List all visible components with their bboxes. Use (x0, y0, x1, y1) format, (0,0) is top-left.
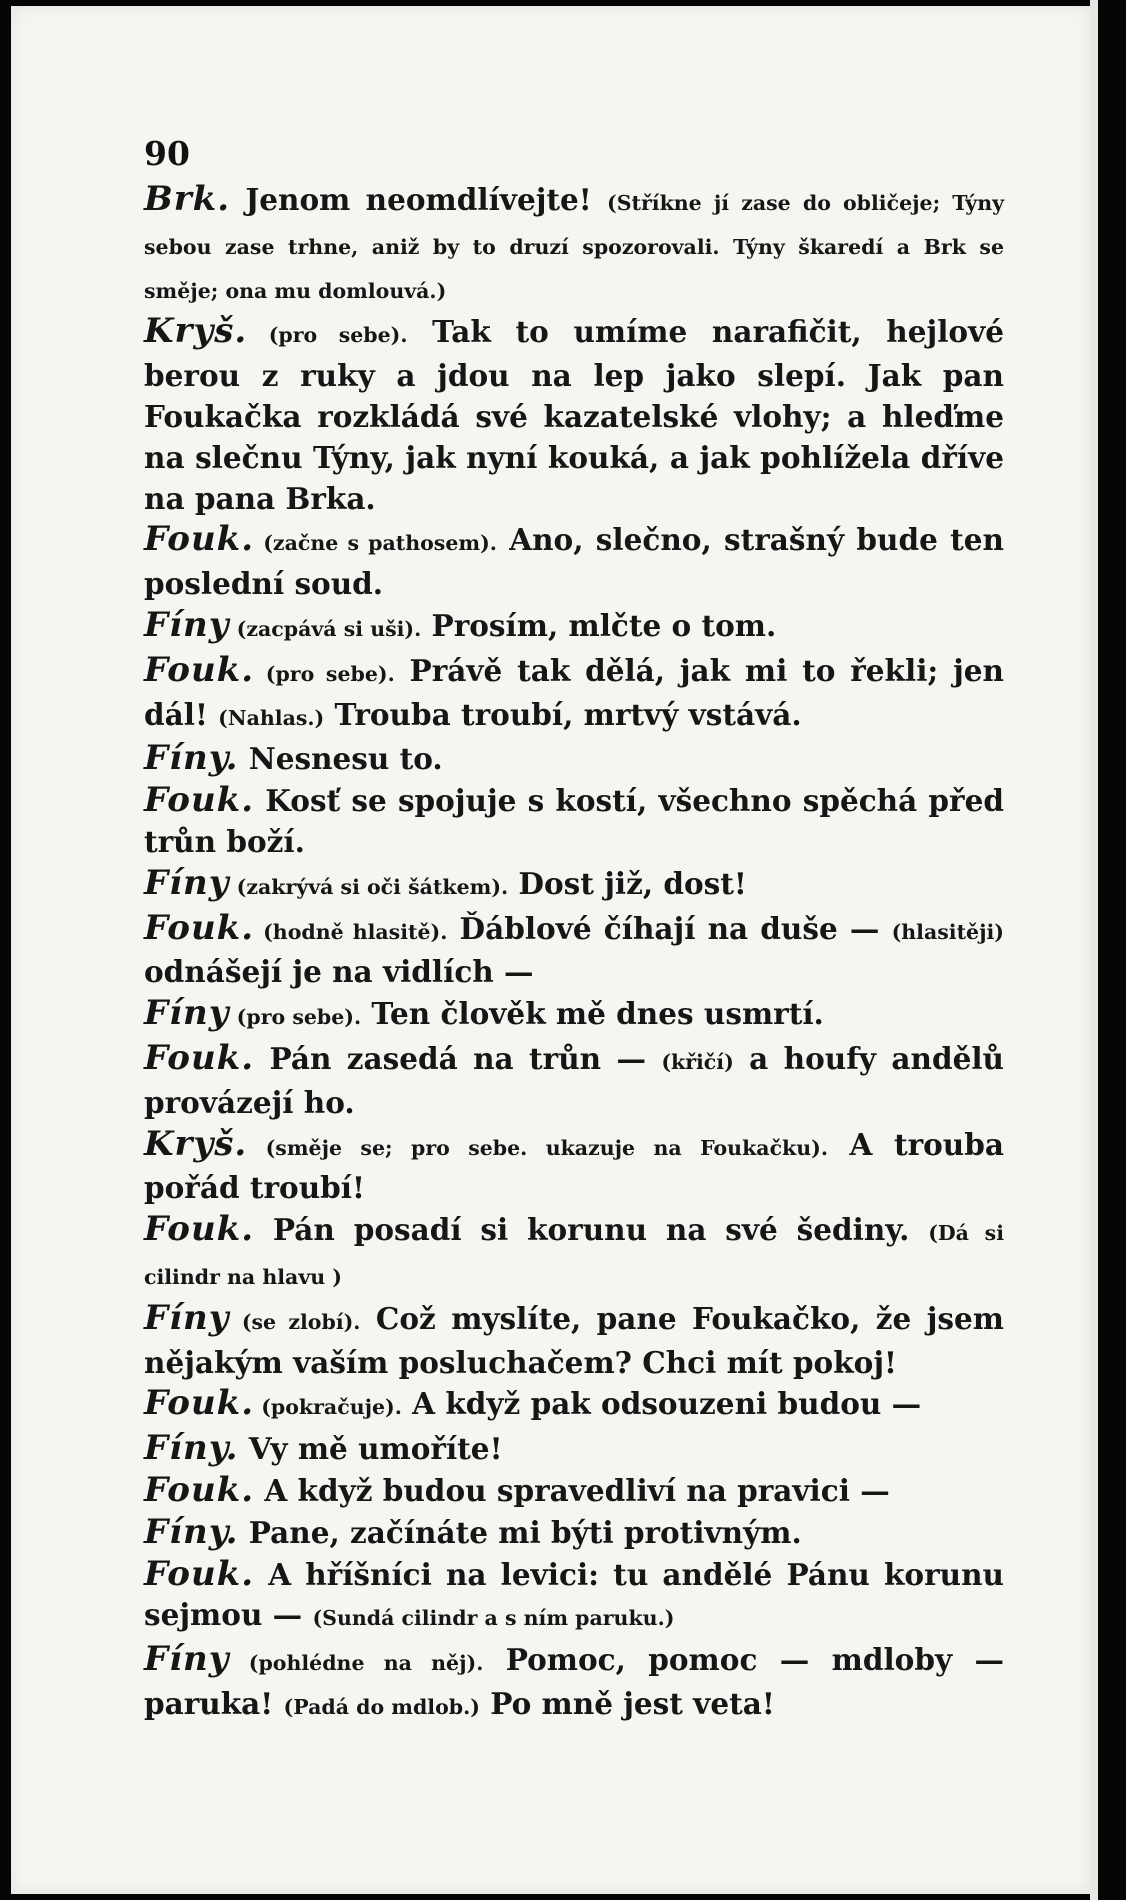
speaker-name: Fíny (144, 1297, 230, 1338)
dialogue-paragraph (144, 1298, 1004, 1384)
dialogue-paragraph (144, 908, 1004, 994)
dialogue-text: Vy mě umoříte! (238, 1431, 503, 1467)
stage-direction: (Sundá cilindr a s ním paruku.) (312, 1606, 675, 1631)
stage-direction: (směje se; pro sebe. ukazuje na Foukačku). (247, 1135, 828, 1160)
stage-direction: (pohlédne na něj). (229, 1651, 484, 1676)
stage-direction: (hodně hlasitě). (254, 919, 448, 944)
stage-direction: (pro sebe). (247, 323, 408, 348)
dialogue-paragraph (144, 1124, 1004, 1210)
dialogue-text: Pán posadí si korunu na své šediny. (254, 1212, 929, 1248)
speaker-name: Fouk. (144, 1469, 255, 1510)
dialogue-text: Kosť se spojuje s kostí, všechno spěchá před trůn boží. (144, 783, 1004, 859)
dialogue-text: Tak to umíme narafičit, hejlové berou z ruky a jdou na lep jako slepí. Jak pan Foukačka rozkládá své kazatelské vlohy; a hleďme na slečnu Týny, jak nyní kouká, a jak pohlížela dříve na pana Brka. (144, 314, 1004, 516)
dialogue-text: Ano, slečno, strašný bude ten poslední soud. (144, 522, 1004, 602)
dialogue-paragraph (144, 1209, 1004, 1298)
dialogue-text: Dost již, dost! (508, 865, 747, 901)
speaker-name: Kryš. (144, 1123, 248, 1164)
dialogue-text: Pomoc, pomoc — mdloby — paruka! (144, 1642, 1004, 1721)
stage-direction: (Nahlas.) (218, 705, 325, 730)
dialogue-paragraph (144, 179, 1004, 311)
dialogue-paragraph (144, 1639, 1004, 1728)
dialogue-text: A když budou spravedliví na pravici — (254, 1472, 890, 1508)
dialogue-text: Pane, začínáte mi býti protivným. (238, 1514, 802, 1550)
speaker-name: Fouk. (144, 1209, 255, 1250)
speaker-name: Fouk. (144, 519, 255, 560)
dialogue-paragraph (144, 1512, 1004, 1554)
dialogue-paragraph (144, 1038, 1004, 1124)
dialogue-paragraph (144, 1383, 1004, 1428)
speaker-name: Fouk. (144, 1383, 255, 1424)
dialogue-text: Po mně jest veta! (479, 1685, 775, 1721)
speaker-name: Fíny. (144, 738, 239, 779)
stage-direction: (zakrývá si oči šátkem). (229, 874, 509, 899)
dialogue-paragraph (144, 605, 1004, 650)
dialogue-paragraph (144, 650, 1004, 739)
speaker-name: Fouk. (144, 1553, 255, 1594)
speaker-name: Fíny. (144, 1511, 239, 1552)
speaker-name: Fíny (144, 604, 230, 645)
page-edge (1090, 0, 1098, 1900)
dialogue-paragraph (144, 738, 1004, 780)
dialogue-text: Nesnesu to. (238, 741, 443, 777)
page-text (144, 179, 1004, 1728)
speaker-name: Fouk. (144, 1037, 255, 1078)
stage-direction: (hlasitěji) (891, 919, 1004, 944)
speaker-name: Kryš. (144, 311, 248, 352)
dialogue-text: Což myslíte, pane Foukačko, že jsem nějakým vaším posluchačem? Chci mít pokoj! (144, 1300, 1004, 1380)
dialogue-text: Ďáblové číhají na duše — (447, 910, 892, 946)
dialogue-paragraph (144, 1428, 1004, 1470)
dialogue-paragraph (144, 1470, 1004, 1512)
dialogue-paragraph (144, 1554, 1004, 1640)
speaker-name: Fouk. (144, 649, 255, 690)
speaker-name: Fíny. (144, 1428, 239, 1469)
dialogue-paragraph (144, 780, 1004, 863)
stage-direction: (křičí) (661, 1049, 734, 1074)
stage-direction: (zacpává si uši). (229, 616, 422, 641)
speaker-name: Fíny (144, 1639, 230, 1680)
dialogue-text: odnášejí je na vidlích — (144, 954, 534, 990)
dialogue-text: Trouba troubí, mrtvý vstává. (324, 696, 802, 732)
speaker-name: Fouk. (144, 780, 255, 821)
dialogue-text: Ten člověk mě dnes usmrtí. (361, 996, 824, 1032)
dialogue-text: Právě tak dělá, jak mi to řekli; jen dál! (144, 652, 1004, 732)
stage-direction: (Stříkne jí zase do obličeje; Týny sebou zase trhne, aniž by to druzí spozorovali. Týny škaredí a Brk se směje; ona mu domlouvá.) (144, 191, 1005, 303)
page-number: 90 (144, 134, 190, 173)
stage-direction: (pro sebe). (229, 1005, 362, 1030)
dialogue-text: A když pak odsouzeni budou — (401, 1386, 922, 1422)
dialogue-text: Jenom neomdlívejte! (230, 182, 608, 217)
dialogue-paragraph (144, 311, 1004, 519)
stage-direction: (Padá do mdlob.) (283, 1694, 480, 1719)
book-page (11, 6, 1092, 1894)
dialogue-text: A hříšníci na levici: tu andělé Pánu korunu sejmou — (144, 1556, 1004, 1633)
speaker-name: Fíny (144, 862, 230, 903)
speaker-name: Fíny (144, 993, 230, 1034)
stage-direction: (Dá si cilindr na hlavu ) (144, 1221, 1004, 1289)
dialogue-paragraph (144, 993, 1004, 1038)
speaker-name: Fouk. (144, 907, 255, 948)
dialogue-text: a houfy andělů provázejí ho. (144, 1040, 1004, 1120)
stage-direction: (začne s pathosem). (254, 531, 497, 556)
speaker-name: Brk. (144, 179, 231, 219)
stage-direction: (se zlobí). (229, 1309, 361, 1334)
stage-direction: (pokračuje). (254, 1395, 402, 1420)
stage-direction: (pro sebe). (254, 661, 395, 686)
dialogue-text: Pán zasedá na trůn — (254, 1040, 662, 1076)
dialogue-text: A trouba pořád troubí! (144, 1126, 1004, 1206)
dialogue-text: Prosím, mlčte o tom. (421, 607, 777, 643)
dialogue-paragraph (144, 863, 1004, 908)
dialogue-paragraph (144, 519, 1004, 605)
